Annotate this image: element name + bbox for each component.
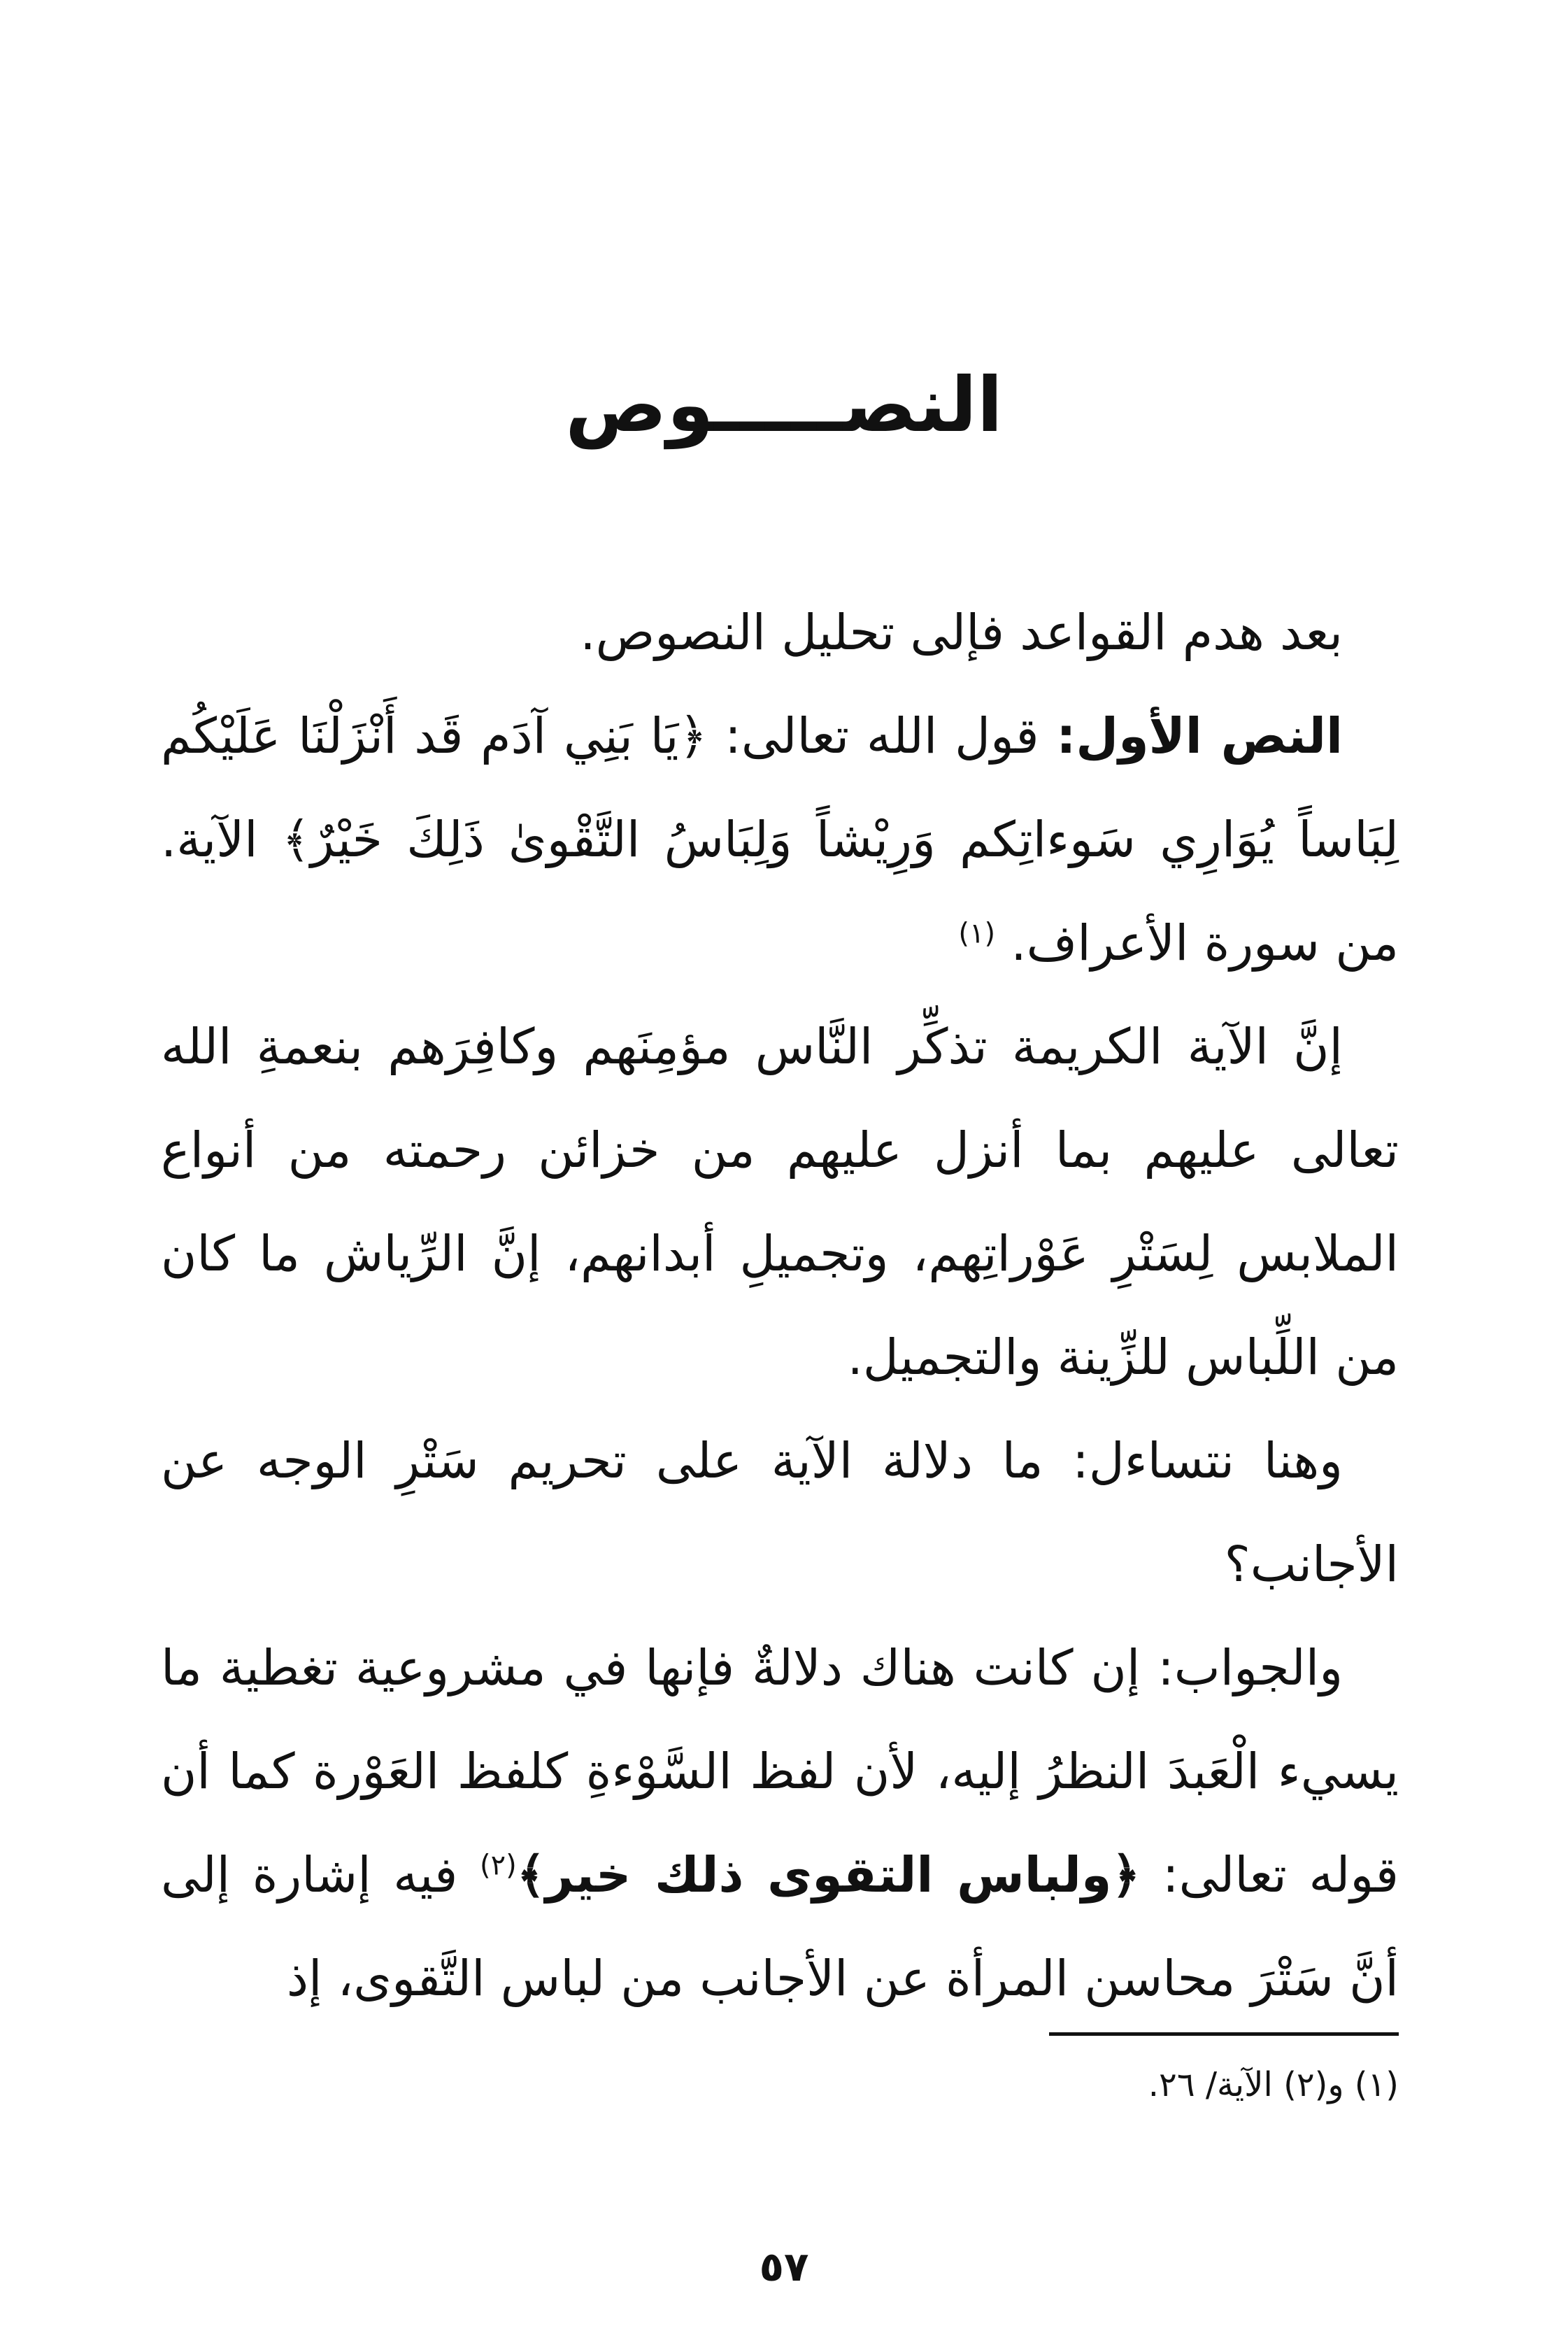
intro-paragraph: بعد هدم القواعد فإلى تحليل النصوص. bbox=[580, 604, 1343, 661]
first-text-label: النص الأول: bbox=[1056, 707, 1343, 765]
main-text bbox=[161, 581, 1399, 2030]
answer-paragraph bbox=[161, 1616, 1399, 2030]
question-paragraph: وهنا نتساءل: ما دلالة الآية على تحريم سَتْرِ الوجه عن الأجانب؟ bbox=[161, 1432, 1399, 1593]
first-text-body: قول الله تعالى: ﴿يَا بَنِي آدَم قَد أَنْزَلْنَا عَلَيْكُم لِبَاساً يُوَارِي سَوءاتِكم وَرِيْشاً وَلِبَاسُ التَّقْوىٰ ذَلِكَ خَيْرٌ﴾ الآية. من سورة الأعراف. bbox=[161, 707, 1399, 972]
page-title: النصـــــوص bbox=[565, 362, 1003, 449]
page-number: ٥٧ bbox=[759, 2243, 809, 2290]
answer-quote: ﴿ولباس التقوى ذلك خير﴾ bbox=[516, 1846, 1141, 1904]
footnote: (١) و(٢) الآية/ ٢٦. bbox=[1148, 2065, 1399, 2104]
explanation-paragraph: إنَّ الآية الكريمة تذكِّر النَّاس مؤمِنَهم وكافِرَهم بنعمةِ الله تعالى عليهم بما أنزل عليهم من خزائن رحمته من أنواع الملابس لِسَتْرِ عَوْراتِهم، وتجميلِ أبدانهم، إنَّ الرِّياش ما كان من اللِّباس للزِّينة والتجميل. bbox=[161, 1018, 1399, 1386]
footnote-ref-1: (١) bbox=[958, 917, 996, 950]
footnote-divider bbox=[1049, 2032, 1399, 2036]
answer-start: والجواب: إن كانت هناك دلالةٌ فإنها في مشروعية تغطية ما يسيء الْعَبدَ النظرُ إليه، لأن لفظ السَّوْءةِ كلفظ العَوْرة كما أن قوله تعالى: bbox=[161, 1639, 1399, 1904]
answer-end: فيه إشارة إلى أنَّ سَتْرَ محاسن المرأة عن الأجانب من لباس التَّقوى، إذ bbox=[161, 1846, 1399, 2007]
first-text-paragraph bbox=[161, 684, 1399, 995]
footnote-ref-2: (٢) bbox=[480, 1849, 517, 1882]
